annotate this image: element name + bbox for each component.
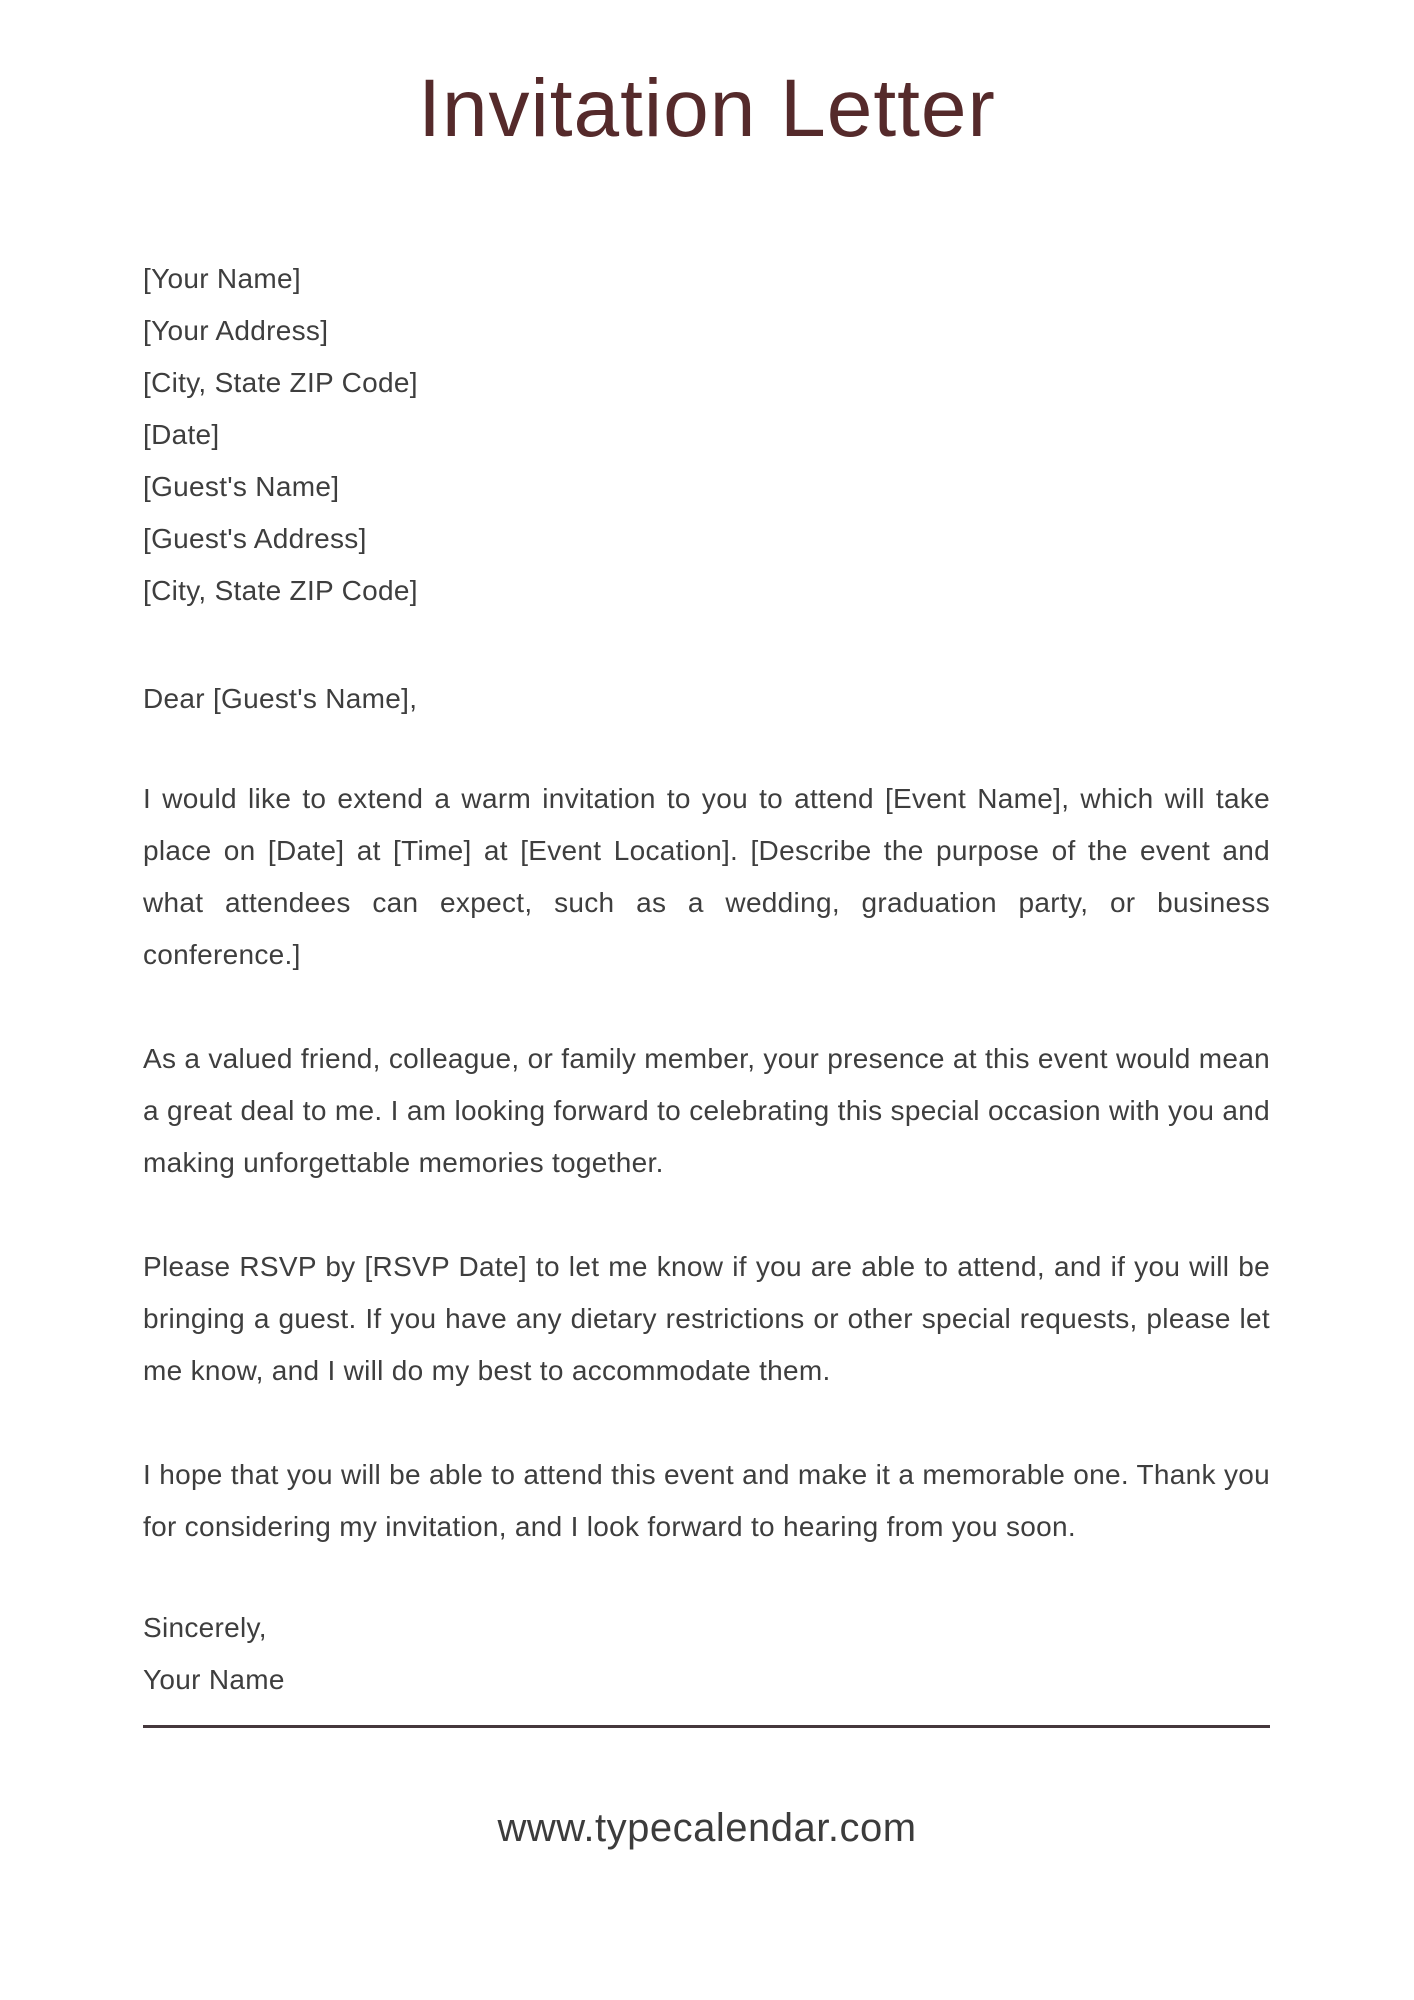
address-line-your-address: [Your Address] [143,315,329,346]
body-paragraph-rsvp: Please RSVP by [RSVP Date] to let me know if you are able to attend, and if you will be bringing a guest. If you have any dietary restrictions or other special requests, please let me know, and I will do my best to accommodate them. [143,1251,1270,1386]
sender-recipient-block [143,253,1270,617]
salutation: Dear [Guest's Name], [143,683,418,714]
address-line-guest-name: [Guest's Name] [143,471,340,502]
body-paragraph-hope: I hope that you will be able to attend this event and make it a memorable one. Thank you for considering my invitation, and I look forward to hearing from you soon. [143,1459,1270,1542]
address-line-guest-address: [Guest's Address] [143,523,367,554]
address-line-your-city: [City, State ZIP Code] [143,367,418,398]
closing: Sincerely, [143,1612,267,1643]
body-paragraph-presence: As a valued friend, colleague, or family member, your presence at this event would mean a great deal to me. I am looking forward to celebrating this special occasion with you and making unforgettable memories together. [143,1043,1270,1178]
signature-name: Your Name [143,1664,285,1695]
address-line-date: [Date] [143,419,220,450]
page-title: Invitation Letter [418,63,996,154]
signature-divider [143,1725,1270,1728]
address-line-your-name: [Your Name] [143,263,301,294]
address-line-guest-city: [City, State ZIP Code] [143,575,418,606]
footer-url: www.typecalendar.com [497,1806,917,1850]
body-paragraph-invitation: I would like to extend a warm invitation to you to attend [Event Name], which will take place on [Date] at [Time] at [Event Location]. [Describe the purpose of the event and what attendees can expect, such as a wedding, graduation party, or business conference.] [143,783,1270,970]
